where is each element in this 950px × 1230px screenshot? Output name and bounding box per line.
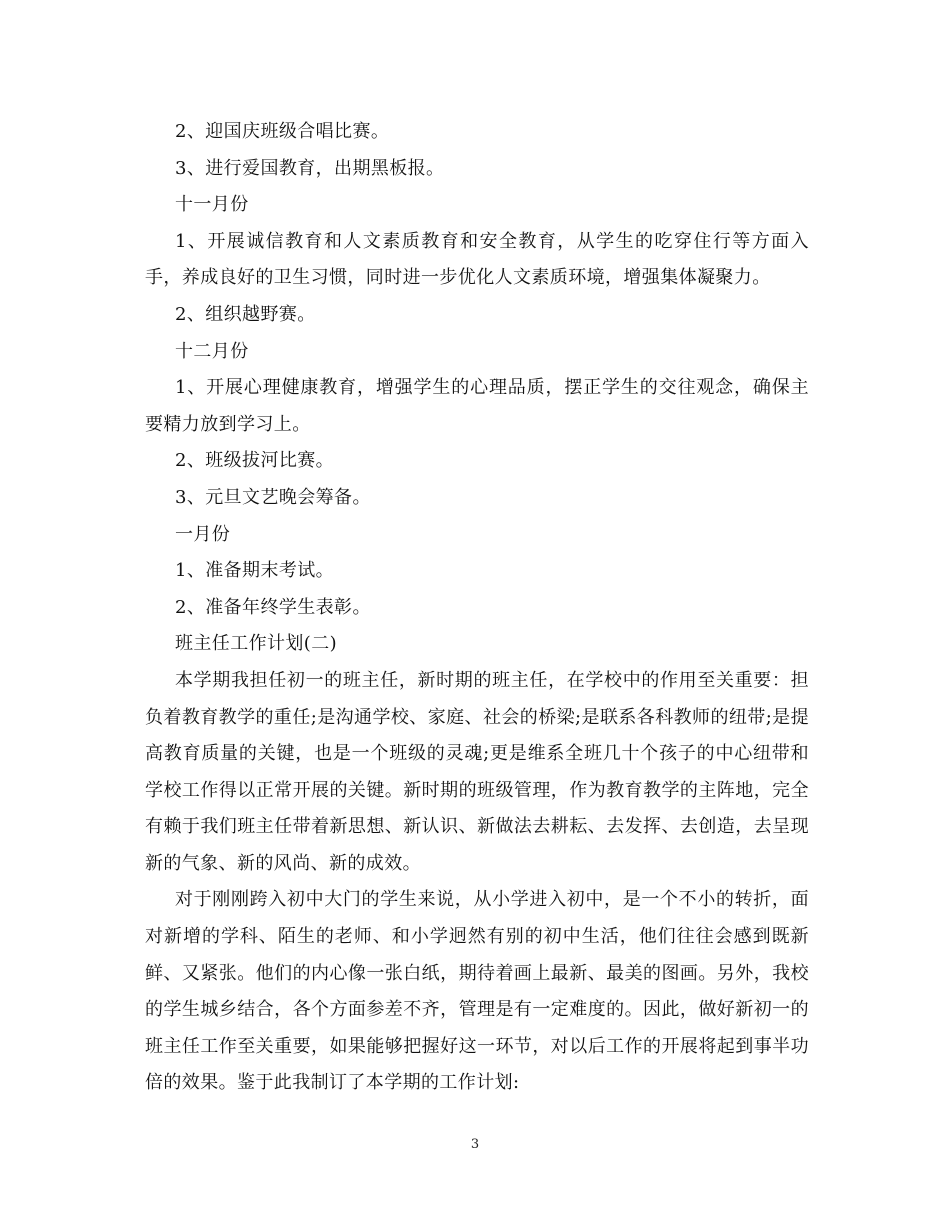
document-body (145, 114, 809, 1102)
list-item-new-year-gala: 3、元旦文艺晚会筹备。 (175, 486, 371, 508)
body-paragraph-role-of-teacher: 本学期我担任初一的班主任，新时期的班主任，在学校中的作用至关重要：担负着教育教学的重任;是沟通学校、家庭、社会的桥梁;是联系各科教师的纽带;是提高教育质量的关键，也是一个班级的灵魂;更是维系全班几十个孩子的中心纽带和学校工作得以正常开展的关键。新时期的班级管理，作为教育教学的主阵地，完全有赖于我们班主任带着新思想、新认识、新做法去耕耘、去发挥、去创造，去呈现新的气象、新的风尚、新的成效。 (145, 669, 809, 874)
list-item-year-end-commendation: 2、准备年终学生表彰。 (175, 596, 371, 618)
list-item-mental-health-education: 1、开展心理健康教育，增强学生的心理品质，摆正学生的交往观念，确保主要精力放到学习上。 (145, 377, 809, 435)
list-item-integrity-education: 1、开展诚信教育和人文素质教育和安全教育，从学生的吃穿住行等方面入手，养成良好的卫生习惯，同时进一步优化人文素质环境，增强集体凝聚力。 (145, 230, 809, 289)
month-heading-january: 一月份 (175, 523, 231, 545)
list-item-national-day-chorus: 2、迎国庆班级合唱比赛。 (175, 121, 390, 142)
body-paragraph-new-students: 对于刚刚跨入初中大门的学生来说，从小学进入初中，是一个不小的转折，面对新增的学科、陌生的老师、和小学迥然有别的初中生活，他们往往会感到既新鲜、又紧张。他们的内心像一张白纸，期待着画上最新、最美的图画。另外，我校的学生城乡结合，各个方面参差不齐，管理是有一定难度的。因此，做好新初一的班主任工作至关重要，如果能够把握好这一环节，对以后工作的开展将起到事半功倍的效果。鉴于此我制订了本学期的工作计划: (145, 889, 809, 1094)
list-item-final-exam: 1、准备期末考试。 (175, 560, 335, 582)
list-item-patriotic-education: 3、进行爱国教育，出期黑板报。 (175, 157, 445, 179)
list-item-tug-of-war: 2、班级拔河比赛。 (175, 450, 335, 472)
page-number: 3 (470, 1137, 480, 1152)
month-heading-december: 十二月份 (175, 340, 249, 362)
month-heading-november: 十一月份 (175, 194, 249, 216)
section-title-work-plan-two: 班主任工作计划(二) (175, 633, 338, 655)
list-item-cross-country-race: 2、组织越野赛。 (175, 303, 316, 325)
